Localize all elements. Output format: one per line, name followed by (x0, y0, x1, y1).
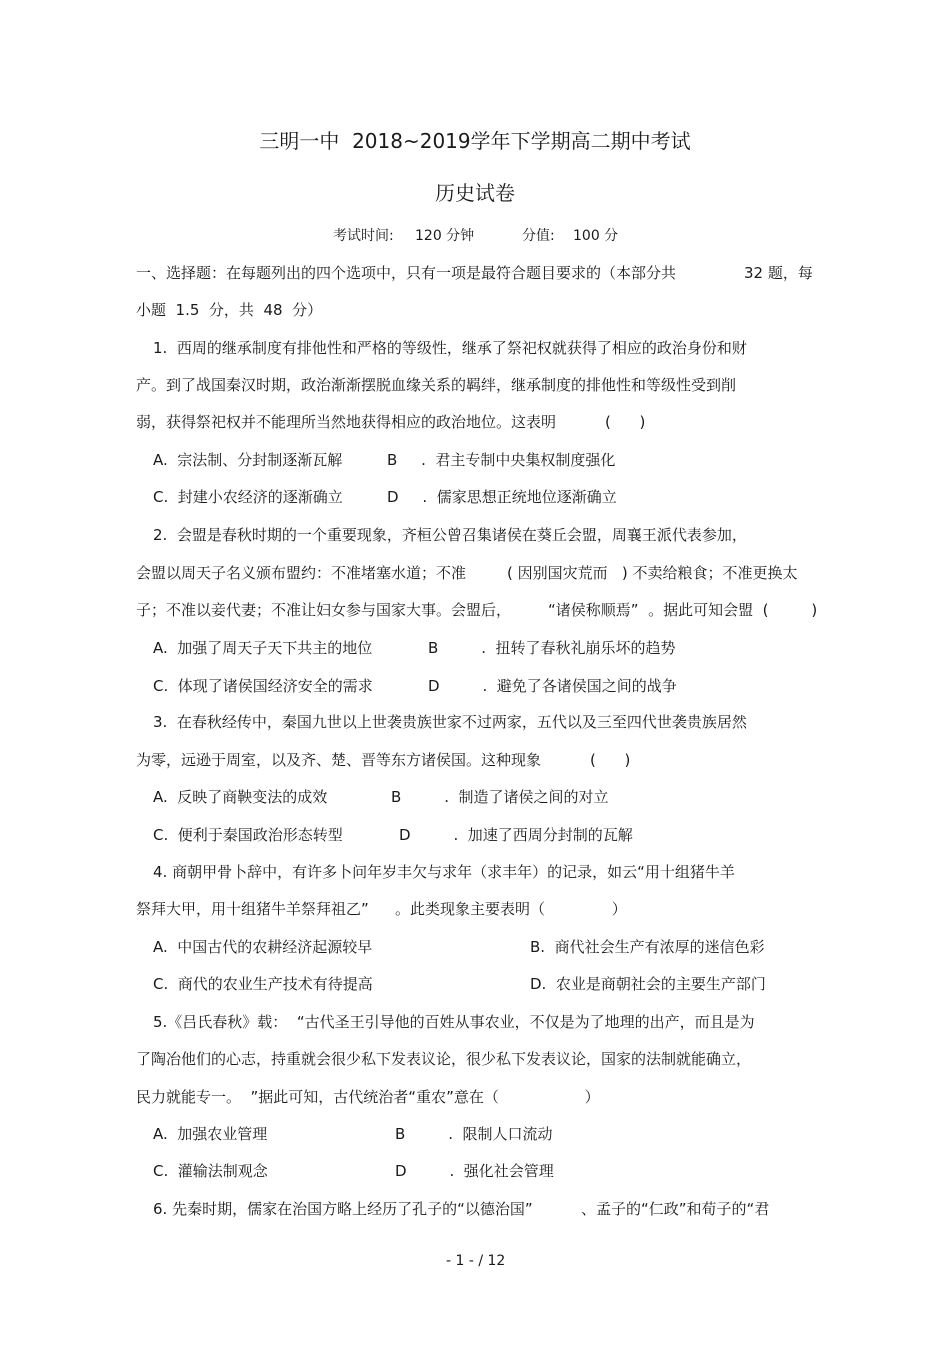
q4-option-d: D. 农业是商朝社会的主要生产部门 (530, 975, 766, 993)
page-number: - 1 - / 12 (446, 1253, 506, 1269)
q4-option-c: C. 商代的农业生产技术有待提高 (153, 975, 373, 993)
question-4-text: 4. 商朝甲骨卜辞中，有许多卜问年岁丰欠与求年（求丰年）的记录，如云“用十组猪牛羊 (153, 863, 735, 881)
section-instruction: 一、选择题：在每题列出的四个选项中，只有一项是最符合题目要求的（本部分共 (136, 264, 677, 282)
question-2-text: 子；不准以妾代妻；不准让妇女参与国家大事。会盟后， (136, 601, 512, 619)
q3-option-b: B . 制造了诸侯之间的对立 (391, 788, 609, 806)
question-3-text: 为零，远逊于周室，以及齐、楚、晋等东方诸侯国。这种现象 (136, 751, 542, 769)
question-5-text: 5.《吕氏春秋》载： “古代圣王引导他的百姓从事农业，不仅是为了地理的出产，而且是为 (153, 1013, 755, 1031)
question-2-text: “诸侯称顺焉” 。据此可知会盟 ( ) (548, 601, 818, 619)
q1-option-a: A. 宗法制、分封制逐渐瓦解 (153, 451, 343, 469)
question-4-text: 祭拜大甲，用十组猪牛羊祭拜祖乙” (136, 900, 369, 918)
q5-option-c: C. 灌输法制观念 (153, 1162, 268, 1180)
question-2-text: ( 因别国灾荒而 ) 不卖给粮食；不准更换太 (507, 564, 798, 582)
q1-option-d: D . 儒家思想正统地位逐渐确立 (387, 488, 617, 506)
question-4-text: 。此类现象主要表明（ ） (395, 900, 627, 918)
answer-paren: ( ) (605, 413, 646, 431)
question-1-text: 弱，获得祭祀权并不能理所当然地获得相应的政治地位。这表明 (136, 413, 557, 431)
question-3-text: 3. 在春秋经传中，秦国九世以上世袭贵族世家不过两家，五代以及三至四代世袭贵族居然 (153, 713, 747, 731)
q5-option-a: A. 加强农业管理 (153, 1125, 268, 1143)
q4-option-a: A. 中国古代的农耕经济起源较早 (153, 938, 373, 956)
q5-option-d: D . 强化社会管理 (395, 1162, 554, 1180)
q3-option-c: C. 便利于秦国政治形态转型 (153, 826, 343, 844)
q2-option-b: B . 扭转了春秋礼崩乐坏的趋势 (428, 639, 676, 657)
exam-time-label: 考试时间: (333, 228, 394, 244)
section-instruction-score: 小题 1.5 分，共 48 分） (136, 301, 323, 319)
question-5-text: 民力就能专一。 ”据此可知，古代统治者“重农”意在（ ） (136, 1088, 600, 1106)
question-1-text: 1. 西周的继承制度有排他性和严格的等级性，继承了祭祀权就获得了相应的政治身份和财 (153, 339, 747, 357)
question-5-text: 了陶冶他们的心志，持重就会很少私下发表议论，很少私下发表议论，国家的法制就能确立， (136, 1050, 752, 1068)
question-6-text: 、孟子的“仁政”和荀子的“君 (581, 1200, 770, 1218)
question-2-text: 会盟以周天子名义颁布盟约：不准堵塞水道；不准 (136, 564, 467, 582)
answer-paren: ( ) (590, 751, 631, 769)
score-value: 100 分 (573, 228, 619, 244)
q3-option-d: D . 加速了西周分封制的瓦解 (399, 826, 633, 844)
exam-time-value: 120 分钟 (415, 228, 475, 244)
q2-option-a: A. 加强了周天子天下共主的地位 (153, 639, 373, 657)
score-label: 分值: (522, 228, 555, 244)
question-2-text: 2. 会盟是春秋时期的一个重要现象，齐桓公曾召集诸侯在葵丘会盟，周襄王派代表参加， (153, 526, 747, 544)
section-instruction-count: 32 题，每 (744, 264, 813, 282)
q3-option-a: A. 反映了商鞅变法的成效 (153, 788, 328, 806)
question-1-text: 产。到了战国秦汉时期，政治渐渐摆脱血缘关系的羁绊，继承制度的排他性和等级性受到削 (136, 376, 737, 394)
q2-option-c: C. 体现了诸侯国经济安全的需求 (153, 677, 373, 695)
q4-option-b: B. 商代社会生产有浓厚的迷信色彩 (530, 938, 765, 956)
q1-option-c: C. 封建小农经济的逐渐确立 (153, 488, 343, 506)
question-6-text: 6. 先秦时期，儒家在治国方略上经历了孔子的“以德治国” (153, 1200, 533, 1218)
q1-option-b: B . 君主专制中央集权制度强化 (387, 451, 616, 469)
exam-title: 三明一中 2018~2019学年下学期高二期中考试 (259, 129, 691, 153)
q5-option-b: B . 限制人口流动 (395, 1125, 553, 1143)
exam-subtitle: 历史试卷 (435, 181, 515, 205)
q2-option-d: D . 避免了各诸侯国之间的战争 (428, 677, 677, 695)
